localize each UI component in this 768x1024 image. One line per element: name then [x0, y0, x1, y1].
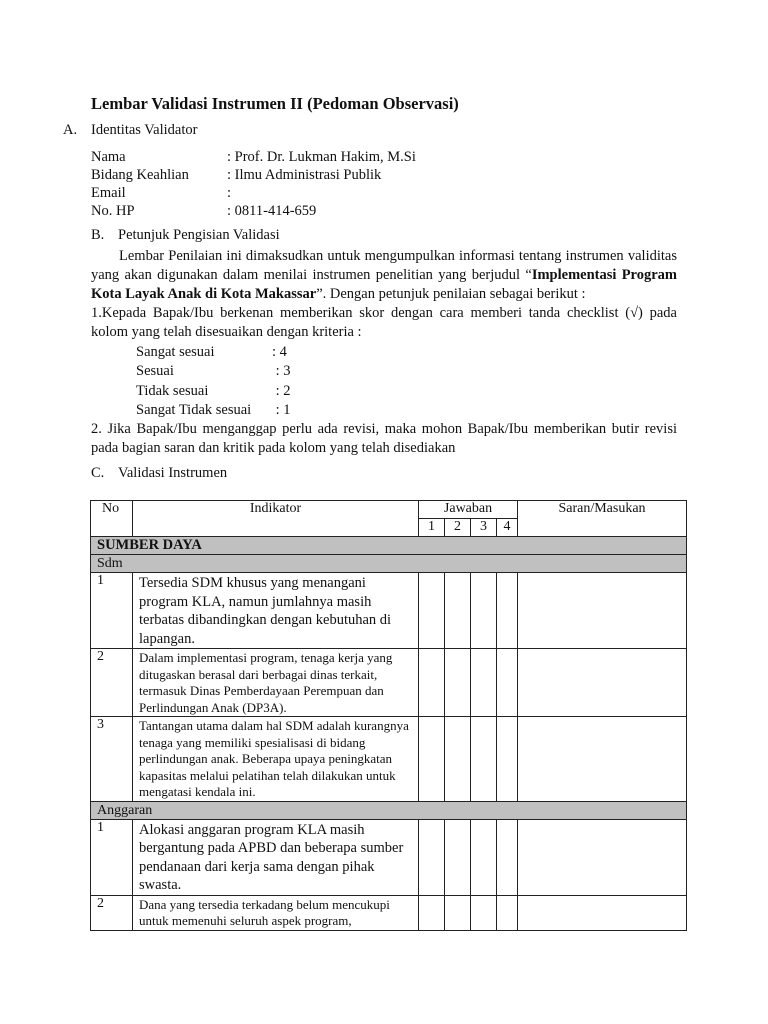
subsection-label: Anggaran [91, 801, 687, 819]
saran-cell[interactable] [518, 717, 687, 802]
score-cell-1[interactable] [419, 717, 445, 802]
header-saran: Saran/Masukan [518, 501, 687, 537]
table-row: 3 Tantangan utama dalam hal SDM adalah kurangnya tenaga yang memiliki spesialisasi di bidang perlindungan anak. Beberapa upaya peningkatan kapasitas melalui pelatihan telah dilakukan untuk mengatasi kendala ini. [91, 717, 687, 802]
identity-row-phone: No. HP : 0811-414-659 [91, 203, 317, 219]
score-cell-3[interactable] [471, 649, 497, 717]
score-cell-1[interactable] [419, 895, 445, 930]
score-cell-4[interactable] [497, 717, 518, 802]
table-row: 2 Dalam implementasi program, tenaga kerja yang ditugaskan berasal dari berbagai dinas terkait, termasuk Dinas Pemberdayaan Perempuan dan Perlindungan Anak (DP3A). [91, 649, 687, 717]
header-score-2: 2 [445, 519, 471, 537]
scale-row: Tidak sesuai : 2 [136, 382, 291, 399]
identity-row-expertise: Bidang Keahlian : Ilmu Administrasi Publik [91, 167, 382, 183]
table-row: 1 Tersedia SDM khusus yang menangani program KLA, namun jumlahnya masih terbatas dibandingkan dengan kebutuhan di lapangan. [91, 573, 687, 649]
category-row [91, 537, 687, 555]
saran-cell[interactable] [518, 895, 687, 930]
table-row: 1 Alokasi anggaran program KLA masih bergantung pada APBD dan beberapa sumber pendanaan dari kerja sama dengan pihak swasta. [91, 819, 687, 895]
score-cell-4[interactable] [497, 819, 518, 895]
subsection-row [91, 801, 687, 819]
section-a-letter: A. [63, 122, 78, 138]
score-cell-2[interactable] [445, 819, 471, 895]
score-cell-4[interactable] [497, 649, 518, 717]
saran-cell[interactable] [518, 819, 687, 895]
scale-row: Sangat sesuai : 4 [136, 344, 287, 360]
section-c-heading: C. Validasi Instrumen [91, 465, 228, 481]
table-header-row [91, 501, 687, 519]
validation-table [90, 500, 687, 931]
identity-row-email: Email : [91, 185, 232, 201]
score-cell-2[interactable] [445, 895, 471, 930]
table-row: 2 Dana yang tersedia terkadang belum mencukupi untuk memenuhi seluruh aspek program, [91, 895, 687, 930]
identity-row-name: Nama : Prof. Dr. Lukman Hakim, M.Si [91, 149, 416, 165]
research-title: Implementasi Program Kota Layak Anak di Kota Makassar [91, 267, 678, 302]
score-cell-2[interactable] [445, 649, 471, 717]
header-indikator: Indikator [133, 501, 419, 537]
section-b-heading: B. Petunjuk Pengisian Validasi [91, 227, 280, 243]
score-cell-3[interactable] [471, 895, 497, 930]
score-cell-4[interactable] [497, 895, 518, 930]
section-a-heading [63, 122, 197, 139]
page-title: Lembar Validasi Instrumen II (Pedoman Observasi) [91, 94, 459, 113]
section-a-label: Identitas Validator [91, 122, 198, 138]
subsection-label: Sdm [91, 555, 687, 573]
score-cell-1[interactable] [419, 819, 445, 895]
score-cell-4[interactable] [497, 573, 518, 649]
validator-identity [91, 148, 416, 220]
subsection-row [91, 555, 687, 573]
header-score-1: 1 [419, 519, 445, 537]
header-no: No [91, 501, 133, 537]
scale-row: Sesuai : 3 [136, 363, 291, 380]
header-score-3: 3 [471, 519, 497, 537]
score-cell-2[interactable] [445, 717, 471, 802]
score-cell-3[interactable] [471, 819, 497, 895]
score-cell-2[interactable] [445, 573, 471, 649]
category-label: SUMBER DAYA [91, 537, 687, 555]
saran-cell[interactable] [518, 573, 687, 649]
score-cell-3[interactable] [471, 717, 497, 802]
header-jawaban: Jawaban [419, 501, 518, 519]
header-score-4: 4 [497, 519, 518, 537]
score-cell-1[interactable] [419, 573, 445, 649]
instruction-1: 1.Kepada Bapak/Ibu berkenan memberikan skor dengan cara memberi tanda checklist (√) pada kolom yang telah disesuaikan dengan kriteria : [91, 305, 677, 340]
score-cell-1[interactable] [419, 649, 445, 717]
saran-cell[interactable] [518, 649, 687, 717]
intro-paragraph: Lembar Penilaian ini dimaksudkan untuk mengumpulkan informasi tentang instrumen validitas yang akan digunakan dalam menilai instrumen penelitian yang berjudul “Implementasi Program Kota Layak Anak di Kota Makassar”. Dengan petunjuk penilaian sebagai berikut : [91, 248, 678, 302]
score-scale [136, 343, 291, 420]
instruction-2: 2. Jika Bapak/Ibu menganggap perlu ada revisi, maka mohon Bapak/Ibu memberikan butir revisi pada bagian saran dan kritik pada kolom yang telah disediakan [91, 421, 677, 456]
scale-row: Sangat Tidak sesuai : 1 [136, 401, 291, 418]
score-cell-3[interactable] [471, 573, 497, 649]
